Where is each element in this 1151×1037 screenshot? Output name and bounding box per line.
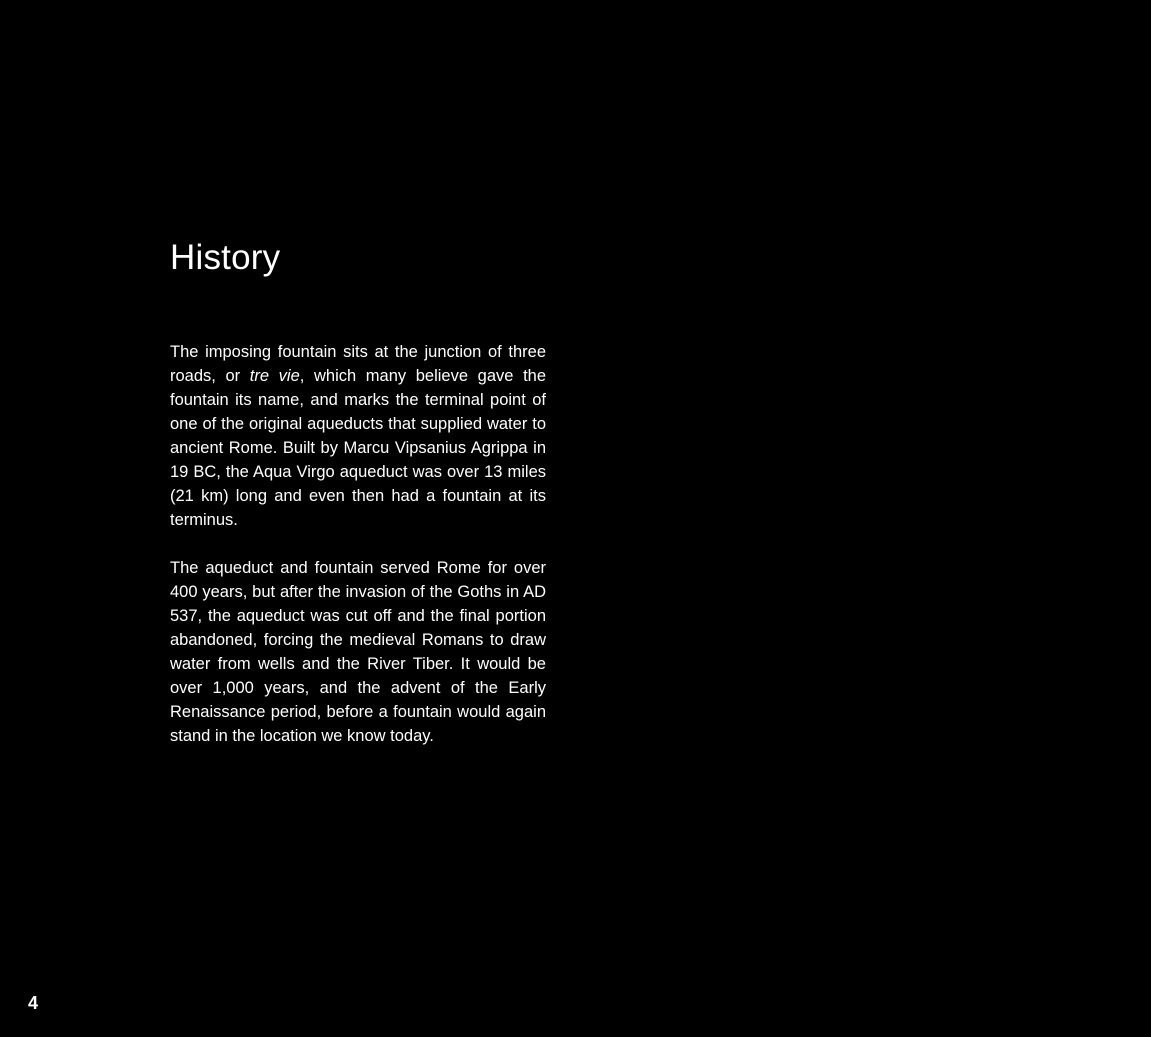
paragraph-intro-start: The imposing fountain sits at the junction of three roads, or (170, 343, 546, 385)
paragraph-intro-end: , which many believe gave the fountain its name, and marks the terminal point of one of the original aqueducts that supplied water to ancient Rome. Built by Marcu Vipsanius Agrippa in 19 BC, the Aqua Virgo aqueduct was over 13 miles (21 km) long and even then had a fountain at its terminus. (170, 367, 547, 529)
page-number: 4 (28, 993, 39, 1013)
body-text (170, 340, 546, 748)
paragraph-intro-italic-term: tre vie (249, 367, 300, 385)
page-title: History (170, 238, 281, 277)
paragraph-intro (170, 340, 546, 532)
paragraph-history: The aqueduct and fountain served Rome for over 400 years, but after the invasion of the Goths in AD 537, the aqueduct was cut off and the final portion abandoned, forcing the medieval Romans to draw water from wells and the River Tiber. It would be over 1,000 years, and the advent of the Early Renaissance period, before a fountain would again stand in the location we know today. (170, 559, 546, 745)
